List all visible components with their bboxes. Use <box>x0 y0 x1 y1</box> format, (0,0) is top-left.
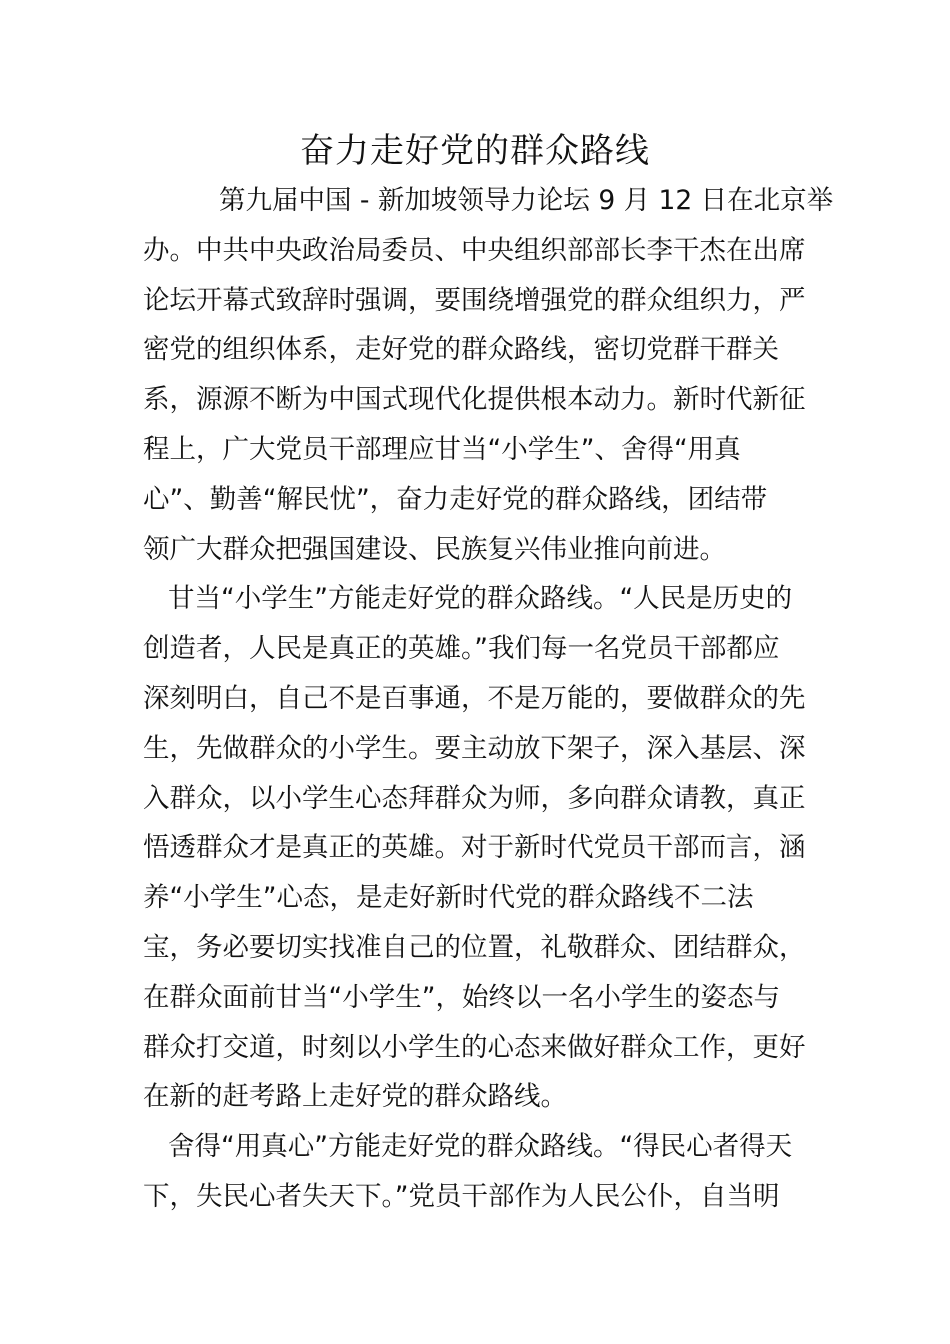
paragraph-2-line-10: 群众打交道，时刻以小学生的心态来做好群众工作，更好 <box>143 1031 806 1063</box>
paragraph-2-line-11: 在新的赶考路上走好党的群众路线。 <box>143 1081 567 1113</box>
paragraph-1-line-6: 程上，广大党员干部理应甘当“小学生”、舍得“用真 <box>143 433 741 465</box>
paragraph-2-line-6: 悟透群众才是真正的英雄。对于新时代党员干部而言，涵 <box>143 832 806 864</box>
paragraph-2-line-7: 养“小学生”心态，是走好新时代党的群众路线不二法 <box>143 882 754 914</box>
paragraph-1-line-3: 论坛开幕式致辞时强调，要围绕增强党的群众组织力，严 <box>143 284 806 316</box>
paragraph-1-line-8: 领广大群众把强国建设、民族复兴伟业推向前进。 <box>143 533 726 565</box>
paragraph-1-line-5: 系，源源不断为中国式现代化提供根本动力。新时代新征 <box>143 384 806 416</box>
paragraph-3-line-1: 舍得“用真心”方能走好党的群众路线。“得民心者得天 <box>168 1131 793 1163</box>
paragraph-2-line-5: 入群众，以小学生心态拜群众为师，多向群众请教，真正 <box>143 782 806 814</box>
paragraph-1-line-4: 密党的组织体系，走好党的群众路线，密切党群干群关 <box>143 334 779 366</box>
paragraph-3-line-2: 下，失民心者失天下。”党员干部作为人民公仆，自当明 <box>143 1180 780 1212</box>
document-title: 奋力走好党的群众路线 <box>300 131 650 171</box>
paragraph-2-line-4: 生，先做群众的小学生。要主动放下架子，深入基层、深 <box>143 732 806 764</box>
document-body <box>143 176 834 1222</box>
paragraph-1-line-2: 办。中共中央政治局委员、中央组织部部长李干杰在出席 <box>143 234 806 266</box>
paragraph-2-line-8: 宝，务必要切实找准自己的位置，礼敬群众、团结群众， <box>143 931 806 963</box>
paragraph-2-line-1: 甘当“小学生”方能走好党的群众路线。“人民是历史的 <box>168 583 793 615</box>
paragraph-2-line-3: 深刻明白，自己不是百事通，不是万能的，要做群众的先 <box>143 682 806 714</box>
paragraph-2-line-9: 在群众面前甘当“小学生”，始终以一名小学生的姿态与 <box>143 981 780 1013</box>
paragraph-1-line-1: 第九届中国 - 新加坡领导力论坛 9 月 12 日在北京举 <box>219 185 834 216</box>
paragraph-1-line-7: 心”、勤善“解民忧”，奋力走好党的群众路线，团结带 <box>143 483 768 515</box>
paragraph-2-line-2: 创造者，人民是真正的英雄。”我们每一名党员干部都应 <box>143 633 780 665</box>
